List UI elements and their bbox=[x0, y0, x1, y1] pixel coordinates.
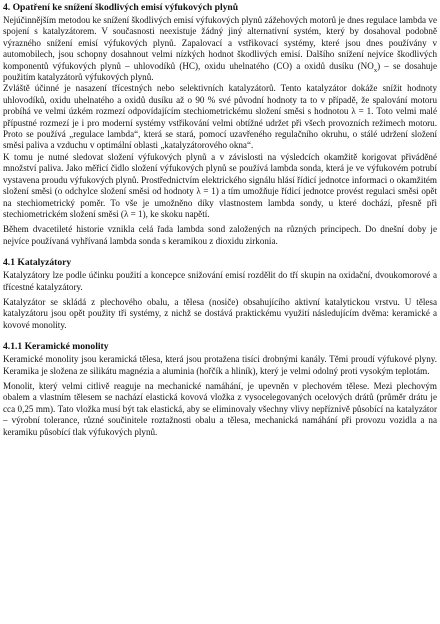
nox-subscript: x bbox=[373, 66, 378, 74]
paragraph-catalyst-structure: Katalyzátor se skládá z plechového obalu, a tělesa (nosiče) obsahujícího aktivní katalytickou vrstvu. U tělesa katalyzátoru jsou opět použity tři systémy, z nichž se dostává praktickému využití následujícím dvěma: keramické a kovové monolity. bbox=[3, 296, 437, 330]
paragraph-catalyst-types: Katalyzátory lze podle účinku použití a koncepce snižování emisí rozdělit do tří skupin na oxidační, dvoukomorové a třícestné katalyzátory. bbox=[3, 270, 437, 292]
paragraph-history: Během dvacetileté historie vznikla celá řada lambda sond založených na různých principech. Do dnešní doby je nejvíce používaná vyhřívaná lambda sonda s keramikou z dioxidu zirkonia. bbox=[3, 224, 437, 246]
document-page bbox=[3, 2, 437, 438]
section-heading-4-1: 4.1 Katalyzátory bbox=[3, 257, 72, 269]
paragraph-catalyst-efficiency: Zvláště účinné je nasazení třícestných nebo selektivních katalyzátorů. Tento katalyzátor dokáže snížit hodnoty uhlovodíků, oxidu uhelnatého a oxidů dusíku až o 90 % své původní hodnoty ta to v případě, že spalování motoru probíhá ve velmi úzkém rozmezí odpovídajícím stechiometrickému složení směsi s hodnotou λ = 1. Toto velmi malé přípustné rozmezí je i pro moderní systémy vstřikování velmi obtížné udržet při všech provozních režimech motoru. Proto se používá „regulace lambda“, která se stará, pomocí uzavřeného regulačního okruhu, o stálé udržení složení směsi paliva a vzduchu v optimální oblasti „katalyzátorového okna“. bbox=[3, 83, 437, 151]
paragraph-lambda-sensor: K tomu je nutné sledovat složení výfukových plynů a v závislosti na výsledcích okamžitě korigovat přiváděné množství paliva. Jako měřicí čidlo složení výfukových plynů se používá lambda sonda, která je ve výfukovém potrubí vystavena proudu výfukových plynů. Prostřednictvím elektrického signálu hlásí řídicí jednotce informaci o okamžitém složení směsi (o odchylce složení směsi od hodnoty λ = 1) a tím umožňuje řídicí jednotce provést regulaci směsi opět na stechiometrický poměr. To vše je umožněno díky vlastnostem lambda sondy, u které dochází, přesně při stechiometrickém složení směsi (λ = 1), ke skoku napětí. bbox=[3, 151, 437, 219]
paragraph-intro-text: Nejúčinnějším metodou ke snížení škodlivých emisí výfukových plynů zážehových motorů je dnes regulace lambda ve spojení s katalyzátorem. V současnosti neexistuje žádný jiný alternativní systém, který by dosahoval podobně výrazného snížení emisí výfukových plynů. Zapalovací a vstřikovací systémy, které jsou dnes používány v automobilech, jsou schopny dosahnout velmi nízkých hodnot škodlivých emisí. Dalšího snížení nejvíce škodlivých komponentů výfukových plynů – uhlovodíků (HC), oxidu uhelnatého (CO) a oxidů dusíku (NO bbox=[3, 15, 437, 71]
paragraph-intro-tail: ) – se dosahuje použitím katalyzátorů výfukových plynů. bbox=[3, 60, 438, 83]
section-heading-4: 4. Opatření ke snížení škodlivých emisí výfukových plynů bbox=[3, 2, 239, 13]
paragraph-ceramic-monoliths: Keramické monolity jsou keramická tělesa, která jsou protažena tisíci drobnými kanály. Těmi proudí výfukové plyny. Keramika je složena ze silikátu magnézia a aluminia (hořčík a hliník), který je velmi odolný proti vysokým teplotám. bbox=[3, 354, 437, 376]
paragraph-monolith-mounting: Monolit, který velmi citlivě reaguje na mechanické namáhání, je upevněn v plechovém tělese. Mezi plechovým obalem a vlastním tělesem se nachází elastická kovová vložka z vysocelegovaných ocelových drátů (průměr drátu je cca 0,25 mm). Tato vložka musí být tak elastická, aby se eliminovaly všechny vlivy nepříznivě působící na katalyzátor – výrobní tolerance, různé součinitele roztažnosti obalu a tělesa, mechanická namáhání při provozu vozidla a na keramiku působící tlak výfukových plynů. bbox=[3, 380, 437, 437]
section-heading-4-1-1: 4.1.1 Keramické monolity bbox=[3, 341, 109, 353]
paragraph-intro bbox=[3, 15, 437, 83]
